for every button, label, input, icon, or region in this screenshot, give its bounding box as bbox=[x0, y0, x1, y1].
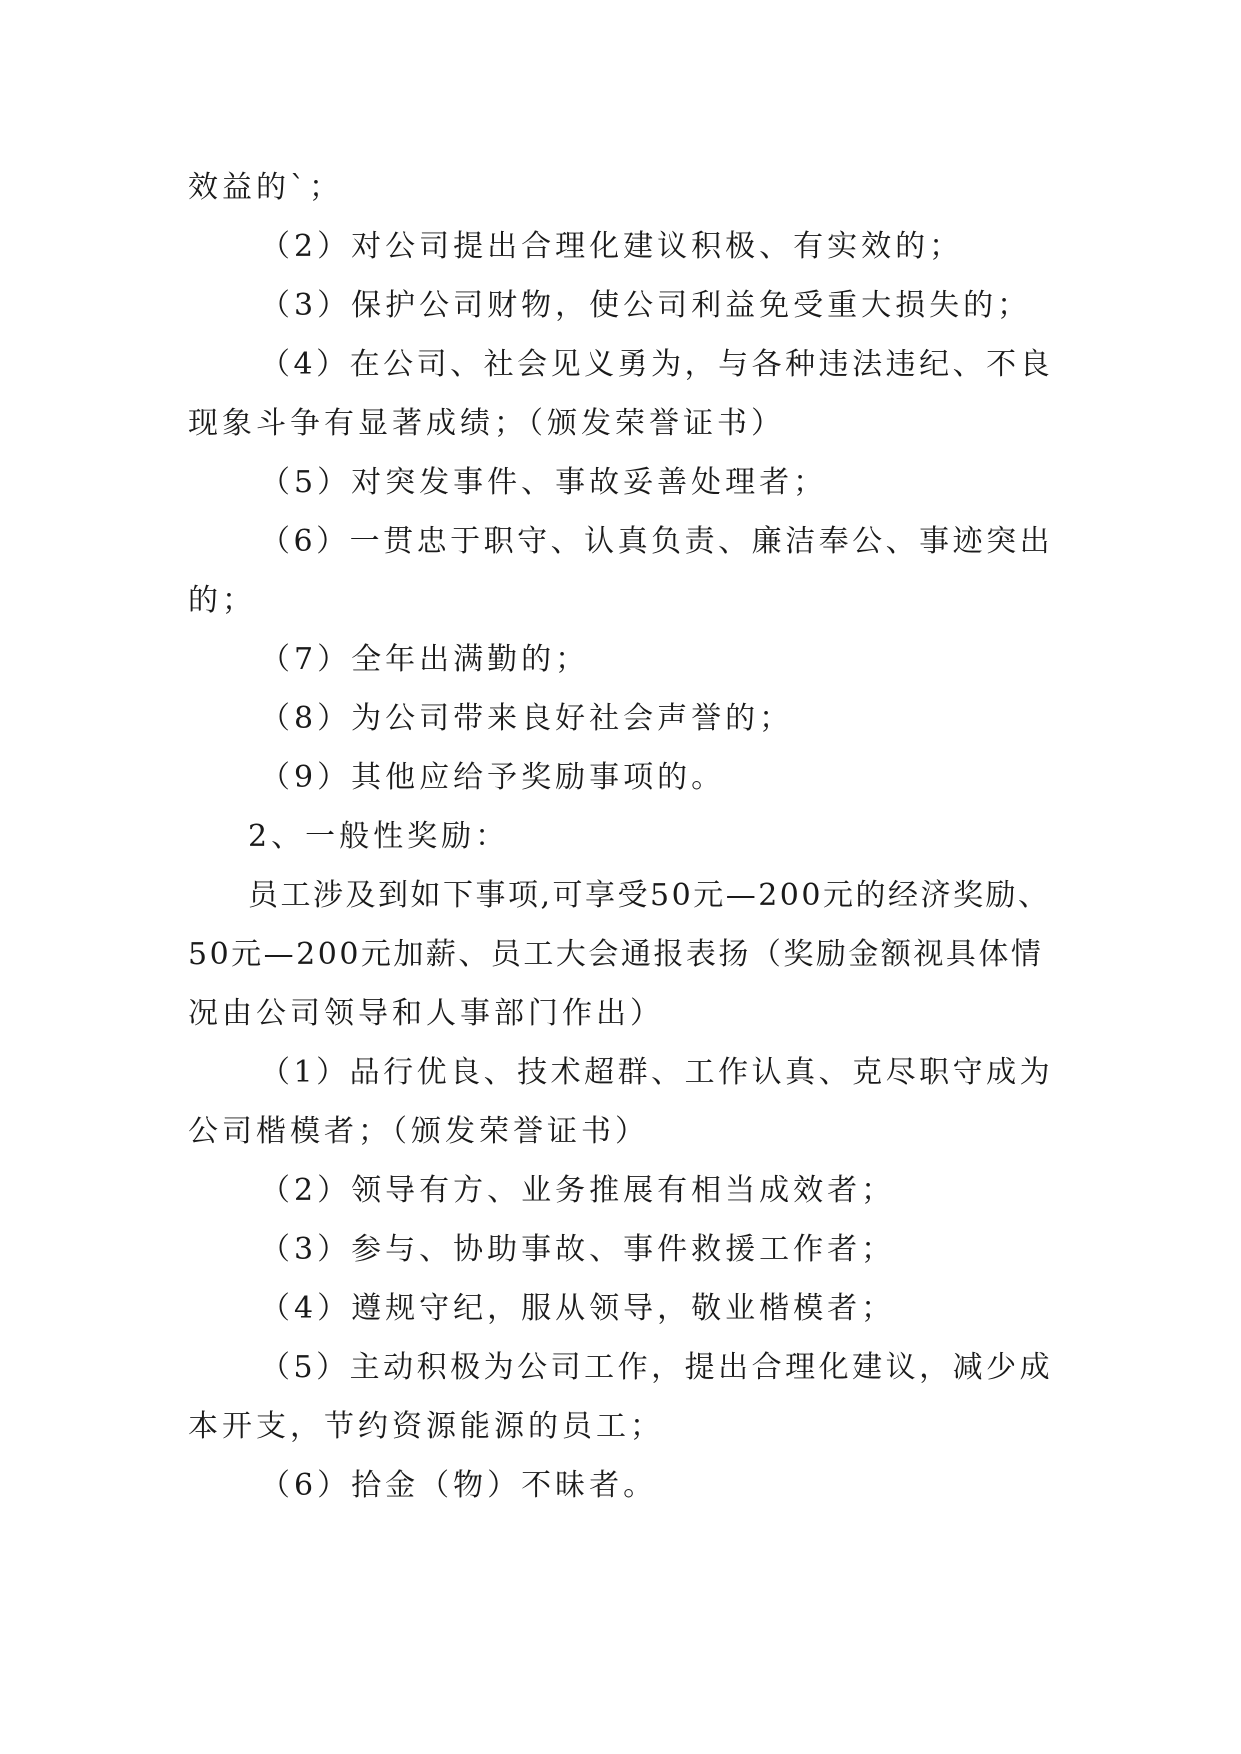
text-line: （2）领导有方、业务推展有相当成效者； bbox=[260, 1173, 896, 1208]
text-line: （2）对公司提出合理化建议积极、有实效的； bbox=[260, 229, 964, 264]
text-line: （7）全年出满勤的； bbox=[260, 642, 590, 677]
text-line: 的； bbox=[188, 583, 256, 618]
text-line: （4）在公司、社会见义勇为，与各种违法违纪、不良 bbox=[260, 347, 1054, 382]
text-line: 公司楷模者；（颁发荣誉证书） bbox=[188, 1114, 649, 1149]
text-line: 况由公司领导和人事部门作出） bbox=[188, 996, 664, 1031]
text-line: （1）品行优良、技术超群、工作认真、克尽职守成为 bbox=[260, 1055, 1054, 1090]
text-line: （3）参与、协助事故、事件救援工作者； bbox=[260, 1232, 896, 1267]
text-line: 员工涉及到如下事项,可享受50元—200元的经济奖励、 bbox=[248, 878, 1051, 913]
text-line: （3）保护公司财物，使公司利益免受重大损失的； bbox=[260, 288, 1032, 323]
text-line: （6）拾金（物）不昧者。 bbox=[260, 1468, 658, 1503]
text-line: （5）主动积极为公司工作，提出合理化建议，减少成 bbox=[260, 1350, 1054, 1385]
text-line: 本开支，节约资源能源的员工； bbox=[188, 1409, 664, 1444]
text-line: 现象斗争有显著成绩；（颁发荣誉证书） bbox=[188, 406, 785, 441]
text-line: （5）对突发事件、事故妥善处理者； bbox=[260, 465, 828, 500]
text-line: （9）其他应给予奖励事项的。 bbox=[260, 760, 726, 795]
text-line: （4）遵规守纪，服从领导，敬业楷模者； bbox=[260, 1291, 896, 1326]
section-heading: 2、一般性奖励： bbox=[248, 819, 510, 854]
document-body bbox=[188, 158, 1054, 1515]
text-line: 50元—200元加薪、员工大会通报表扬（奖励金额视具体情 bbox=[188, 937, 1044, 972]
text-line: 效益的`； bbox=[188, 170, 343, 205]
text-line: （6）一贯忠于职守、认真负责、廉洁奉公、事迹突出 bbox=[260, 524, 1054, 559]
text-line: （8）为公司带来良好社会声誉的； bbox=[260, 701, 794, 736]
